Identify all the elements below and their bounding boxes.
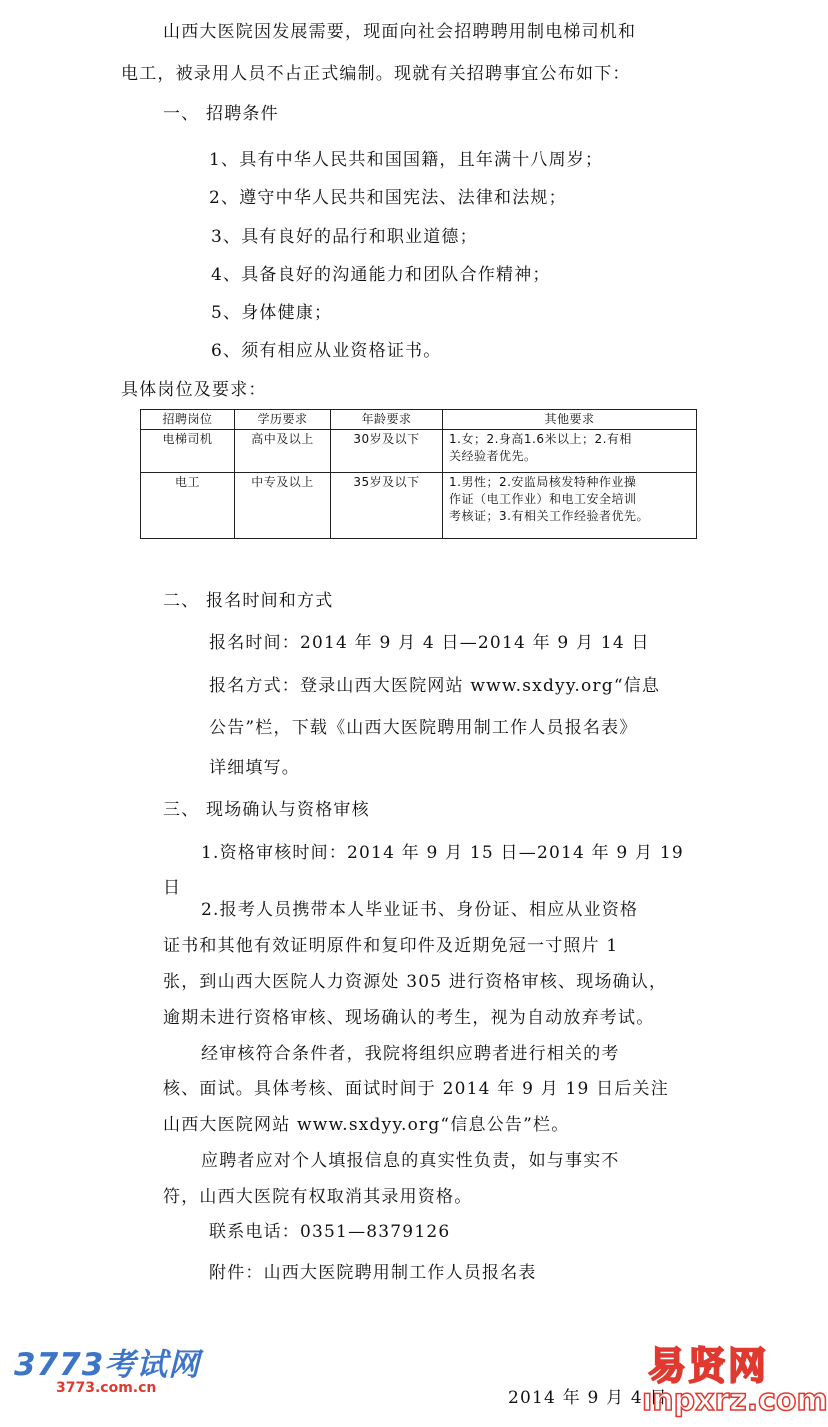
header-age: 年龄要求 xyxy=(331,410,443,430)
responsibility-line-1: 应聘者应对个人填报信息的真实性负责，如与事实不 xyxy=(201,1151,620,1171)
table-row xyxy=(141,473,697,539)
review-time-line-2: 日 xyxy=(163,878,182,898)
cell-post: 电梯司机 xyxy=(141,430,235,473)
table-header-row xyxy=(141,410,697,430)
cell-age: 30岁及以下 xyxy=(331,430,443,473)
condition-item-5: 5、身体健康； xyxy=(211,303,333,323)
cell-other-line: 考核证；3.有相关工作经验者优先。 xyxy=(449,509,649,523)
watermark-url-3773: 3773.com.cn xyxy=(56,1380,157,1396)
watermark-logo-3773: 3773考试网 xyxy=(14,1347,201,1383)
contact-phone: 联系电话：0351—8379126 xyxy=(209,1222,451,1242)
condition-item-2: 2、遵守中华人民共和国宪法、法律和法规； xyxy=(209,188,567,208)
section-1-title: 一、 招聘条件 xyxy=(163,104,279,124)
section-3-title: 三、 现场确认与资格审核 xyxy=(163,800,370,820)
materials-line-4: 逾期未进行资格审核、现场确认的考生，视为自动放弃考试。 xyxy=(163,1008,655,1028)
exam-line-2: 核、面试。具体考核、面试时间于 2014 年 9 月 19 日后关注 xyxy=(163,1079,669,1099)
cell-education: 高中及以上 xyxy=(235,430,331,473)
signup-method-line-3: 详细填写。 xyxy=(209,758,300,778)
header-post: 招聘岗位 xyxy=(141,410,235,430)
attachment: 附件：山西大医院聘用制工作人员报名表 xyxy=(209,1263,537,1283)
condition-item-1: 1、具有中华人民共和国国籍，且年满十八周岁； xyxy=(209,150,604,170)
table-row xyxy=(141,430,697,473)
responsibility-line-2: 符，山西大医院有权取消其录用资格。 xyxy=(163,1187,473,1207)
intro-line-1: 山西大医院因发展需要，现面向社会招聘聘用制电梯司机和 xyxy=(163,22,637,42)
intro-line-2: 电工，被录用人员不占正式编制。现就有关招聘事宜公布如下： xyxy=(121,64,631,84)
exam-line-1: 经审核符合条件者，我院将组织应聘者进行相关的考 xyxy=(201,1044,620,1064)
positions-heading: 具体岗位及要求： xyxy=(121,380,267,400)
signup-time: 报名时间：2014 年 9 月 4 日—2014 年 9 月 14 日 xyxy=(209,633,650,653)
watermark-logo-yixian: 易贤网 xyxy=(648,1344,769,1388)
watermark-url-yixian: ınpxrz.com xyxy=(642,1383,828,1418)
header-other: 其他要求 xyxy=(443,410,697,430)
condition-item-3: 3、具有良好的品行和职业道德； xyxy=(211,227,478,247)
signup-method-line-2: 公告”栏，下载《山西大医院聘用制工作人员报名表》 xyxy=(209,718,638,738)
condition-item-6: 6、须有相应从业资格证书。 xyxy=(211,341,442,361)
cell-other-line: 关经验者优先。 xyxy=(449,449,537,463)
materials-line-1: 2.报考人员携带本人毕业证书、身份证、相应从业资格 xyxy=(201,900,639,920)
exam-line-3: 山西大医院网站 www.sxdyy.org“信息公告”栏。 xyxy=(163,1115,570,1135)
review-time-line-1: 1.资格审核时间：2014 年 9 月 15 日—2014 年 9 月 19 xyxy=(201,843,684,863)
cell-post: 电工 xyxy=(141,473,235,539)
condition-item-4: 4、具备良好的沟通能力和团队合作精神； xyxy=(211,265,551,285)
cell-other-line: 1.男性；2.安监局核发特种作业操 xyxy=(449,475,637,489)
cell-education: 中专及以上 xyxy=(235,473,331,539)
cell-other-line: 1.女；2.身高1.6米以上；2.有相 xyxy=(449,432,632,446)
cell-other xyxy=(443,473,697,539)
cell-other xyxy=(443,430,697,473)
document-date: 2014 年 9 月 4 日 xyxy=(508,1388,668,1408)
materials-line-3: 张，到山西大医院人力资源处 305 进行资格审核、现场确认， xyxy=(163,972,668,992)
signup-method-line-1: 报名方式：登录山西大医院网站 www.sxdyy.org“信息 xyxy=(209,676,661,696)
header-education: 学历要求 xyxy=(235,410,331,430)
section-2-title: 二、 报名时间和方式 xyxy=(163,591,334,611)
positions-table xyxy=(140,409,697,539)
cell-age: 35岁及以下 xyxy=(331,473,443,539)
cell-other-line: 作证（电工作业）和电工安全培训 xyxy=(449,492,637,506)
materials-line-2: 证书和其他有效证明原件和复印件及近期免冠一寸照片 1 xyxy=(163,936,619,956)
